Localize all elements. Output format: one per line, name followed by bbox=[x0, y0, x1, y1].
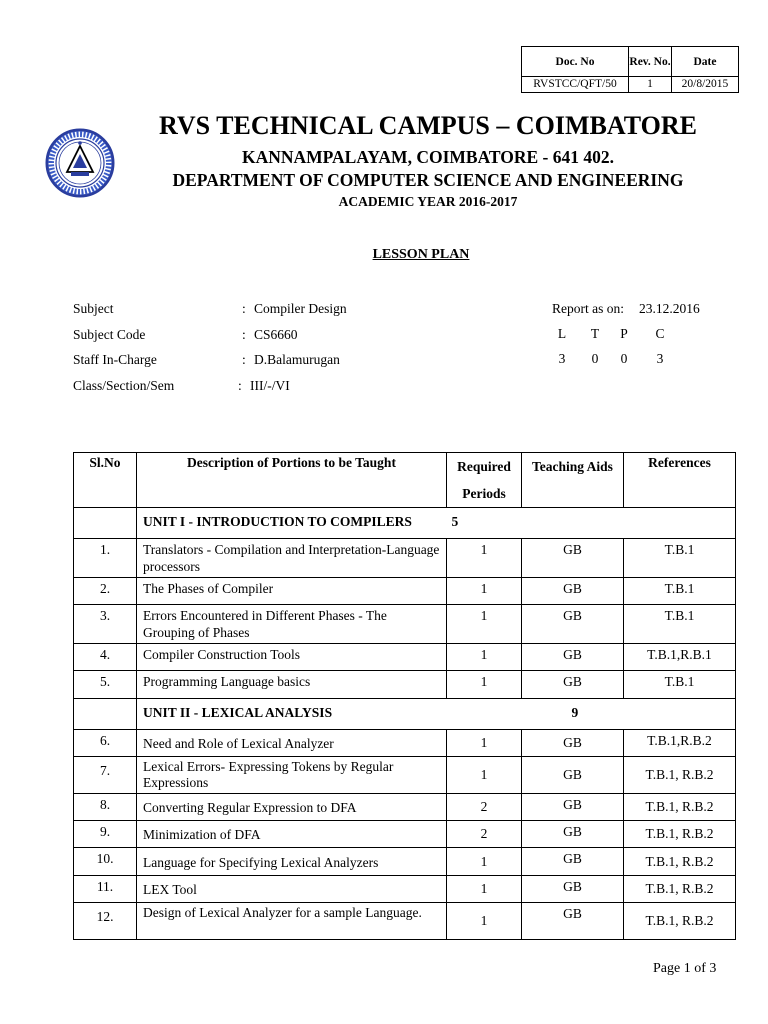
row-description: Need and Role of Lexical Analyzer bbox=[137, 730, 447, 757]
row-aids: GB bbox=[522, 644, 624, 671]
row-description: Translators - Compilation and Interpretation-Language processors bbox=[137, 539, 447, 578]
row-periods: 1 bbox=[447, 671, 522, 699]
table-row bbox=[74, 876, 736, 903]
row-references: T.B.1, R.B.2 bbox=[624, 821, 736, 848]
ltpc-value-l: 3 bbox=[558, 351, 566, 366]
table-row bbox=[74, 794, 736, 821]
row-aids: GB bbox=[522, 578, 624, 605]
row-sl: 9. bbox=[74, 821, 137, 848]
class-label: Class/Section/Sem bbox=[73, 378, 175, 393]
row-references: T.B.1 bbox=[624, 578, 736, 605]
academic-year: ACADEMIC YEAR 2016-2017 bbox=[338, 194, 518, 209]
staff-colon: : bbox=[242, 352, 246, 367]
row-periods: 1 bbox=[447, 757, 522, 794]
subject-value: Compiler Design bbox=[254, 301, 347, 316]
unit-title: UNIT I - INTRODUCTION TO COMPILERS bbox=[143, 514, 412, 529]
ltpc-value-p: 0 bbox=[620, 351, 628, 366]
references-header: References bbox=[624, 453, 736, 508]
row-description: Compiler Construction Tools bbox=[137, 644, 447, 671]
row-references: T.B.1, R.B.2 bbox=[624, 794, 736, 821]
row-description: Lexical Errors- Expressing Tokens by Regular Expressions bbox=[137, 757, 447, 794]
table-row bbox=[74, 671, 736, 699]
row-sl: 4. bbox=[74, 644, 137, 671]
table-row bbox=[74, 821, 736, 848]
row-references: T.B.1, R.B.2 bbox=[624, 903, 736, 940]
row-sl: 6. bbox=[74, 730, 137, 757]
row-sl: 1. bbox=[74, 539, 137, 578]
row-references: T.B.1, R.B.2 bbox=[624, 757, 736, 794]
class-value: III/-/VI bbox=[250, 378, 290, 393]
row-aids: GB bbox=[522, 794, 624, 821]
subject-label: Subject bbox=[73, 301, 114, 316]
doc-no-value: RVSTCC/QFT/50 bbox=[522, 77, 629, 93]
slno-header: Sl.No bbox=[74, 453, 137, 508]
document-title: LESSON PLAN bbox=[372, 247, 470, 262]
row-sl: 8. bbox=[74, 794, 137, 821]
row-description: LEX Tool bbox=[137, 876, 447, 903]
row-aids: GB bbox=[522, 821, 624, 848]
row-references: T.B.1 bbox=[624, 671, 736, 699]
page-number: Page 1 of 3 bbox=[653, 961, 717, 976]
table-row bbox=[74, 539, 736, 578]
table-row bbox=[74, 644, 736, 671]
unit-row-2 bbox=[74, 699, 736, 730]
table-header-row bbox=[74, 453, 736, 508]
date-value: 20/8/2015 bbox=[672, 77, 739, 93]
ltpc-letter-l: L bbox=[557, 326, 567, 341]
row-aids: GB bbox=[522, 605, 624, 644]
row-periods: 2 bbox=[447, 821, 522, 848]
row-description: Design of Lexical Analyzer for a sample Language. bbox=[137, 903, 447, 940]
row-periods: 1 bbox=[447, 848, 522, 876]
row-references: T.B.1, R.B.2 bbox=[624, 876, 736, 903]
row-aids: GB bbox=[522, 903, 624, 940]
row-sl: 2. bbox=[74, 578, 137, 605]
row-sl: 5. bbox=[74, 671, 137, 699]
row-references: T.B.1,R.B.2 bbox=[624, 730, 736, 757]
row-description: Errors Encountered in Different Phases - The Grouping of Phases bbox=[137, 605, 447, 644]
rev-no-value: 1 bbox=[629, 77, 672, 93]
lesson-plan-table bbox=[73, 452, 736, 940]
ltpc-letter-t: T bbox=[590, 326, 600, 341]
row-periods: 2 bbox=[447, 794, 522, 821]
staff-label: Staff In-Charge bbox=[73, 352, 157, 367]
table-row bbox=[74, 903, 736, 940]
row-references: T.B.1,R.B.1 bbox=[624, 644, 736, 671]
row-references: T.B.1, R.B.2 bbox=[624, 848, 736, 876]
ltpc-value-c: 3 bbox=[656, 351, 664, 366]
unit-row-1 bbox=[74, 508, 736, 539]
staff-value: D.Balamurugan bbox=[254, 352, 340, 367]
report-date: 23.12.2016 bbox=[639, 301, 700, 316]
row-sl: 3. bbox=[74, 605, 137, 644]
row-periods: 1 bbox=[447, 578, 522, 605]
table-row bbox=[74, 848, 736, 876]
doc-no-header: Doc. No bbox=[522, 47, 629, 77]
row-periods: 1 bbox=[447, 730, 522, 757]
row-sl: 12. bbox=[74, 903, 137, 940]
row-description: Minimization of DFA bbox=[137, 821, 447, 848]
row-periods: 1 bbox=[447, 644, 522, 671]
table-row bbox=[74, 605, 736, 644]
row-aids: GB bbox=[522, 671, 624, 699]
table-row bbox=[74, 578, 736, 605]
row-aids: GB bbox=[522, 876, 624, 903]
college-seal-icon bbox=[45, 128, 115, 198]
code-value: CS6660 bbox=[254, 327, 298, 342]
row-periods: 1 bbox=[447, 605, 522, 644]
row-aids: GB bbox=[522, 730, 624, 757]
periods-header: Required Periods bbox=[447, 453, 522, 508]
department-name: DEPARTMENT OF COMPUTER SCIENCE AND ENGINEERING bbox=[172, 170, 684, 190]
doc-info-table bbox=[521, 46, 739, 93]
row-periods: 1 bbox=[447, 876, 522, 903]
ltpc-value-t: 0 bbox=[591, 351, 599, 366]
rev-no-header: Rev. No. bbox=[629, 47, 672, 77]
description-header: Description of Portions to be Taught bbox=[137, 453, 447, 508]
row-description: Programming Language basics bbox=[137, 671, 447, 699]
row-sl: 7. bbox=[74, 757, 137, 794]
institution-address: KANNAMPALAYAM, COIMBATORE - 641 402. bbox=[241, 147, 615, 167]
unit-periods: 9 bbox=[571, 705, 579, 720]
row-description: The Phases of Compiler bbox=[137, 578, 447, 605]
aids-header: Teaching Aids bbox=[522, 453, 624, 508]
table-row bbox=[74, 757, 736, 794]
subject-colon: : bbox=[242, 301, 246, 316]
code-label: Subject Code bbox=[73, 327, 146, 342]
row-description: Converting Regular Expression to DFA bbox=[137, 794, 447, 821]
report-label: Report as on: bbox=[552, 301, 624, 316]
row-sl: 11. bbox=[74, 876, 137, 903]
row-references: T.B.1 bbox=[624, 539, 736, 578]
unit-periods: 5 bbox=[451, 514, 459, 529]
unit-title: UNIT II - LEXICAL ANALYSIS bbox=[143, 705, 333, 720]
row-sl: 10. bbox=[74, 848, 137, 876]
row-periods: 1 bbox=[447, 539, 522, 578]
row-references: T.B.1 bbox=[624, 605, 736, 644]
row-periods: 1 bbox=[447, 903, 522, 940]
row-aids: GB bbox=[522, 848, 624, 876]
institution-name: RVS TECHNICAL CAMPUS – COIMBATORE bbox=[159, 111, 697, 140]
ltpc-letter-c: C bbox=[655, 326, 665, 341]
code-colon: : bbox=[242, 327, 246, 342]
date-header: Date bbox=[672, 47, 739, 77]
ltpc-letter-p: P bbox=[620, 326, 628, 341]
row-description: Language for Specifying Lexical Analyzers bbox=[137, 848, 447, 876]
class-colon: : bbox=[238, 378, 242, 393]
row-aids: GB bbox=[522, 539, 624, 578]
row-aids: GB bbox=[522, 757, 624, 794]
table-row bbox=[74, 730, 736, 757]
